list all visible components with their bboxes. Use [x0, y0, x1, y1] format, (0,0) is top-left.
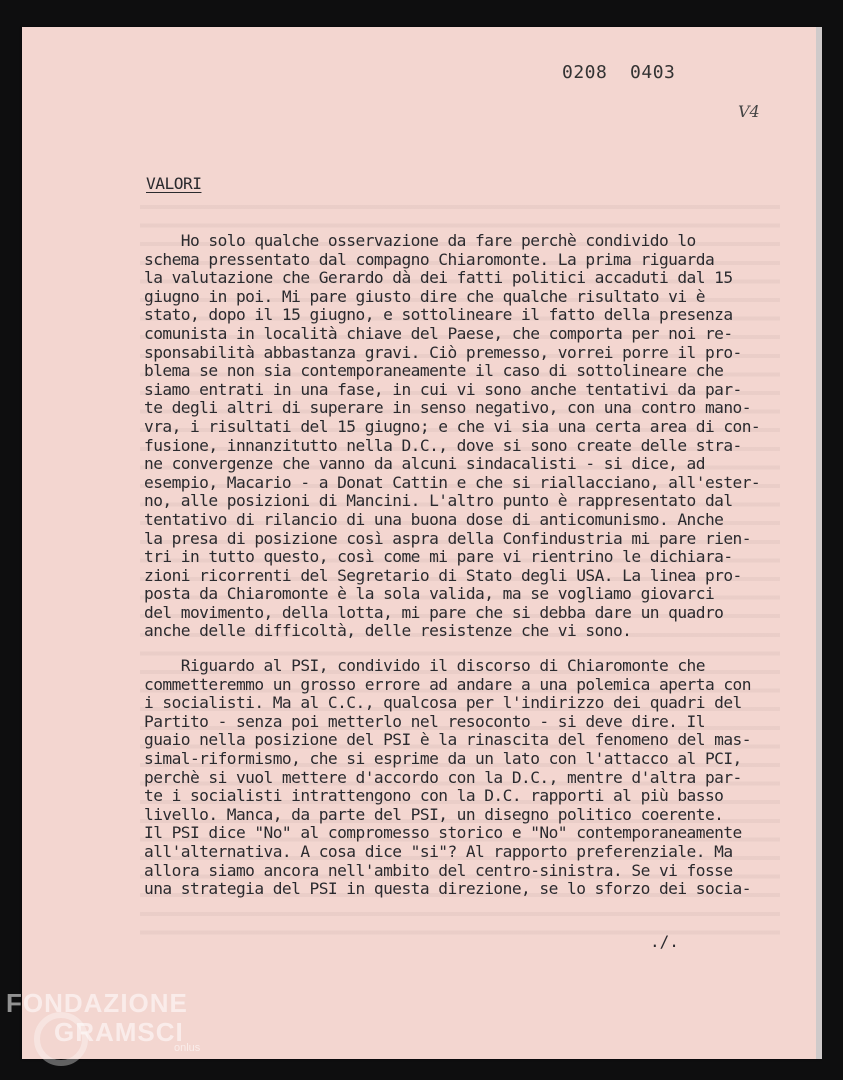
watermark: [6, 988, 200, 1054]
archive-number: 0208 0403: [562, 62, 676, 83]
watermark-line-3: onlus: [174, 1042, 201, 1054]
handwritten-page-mark: V4: [738, 102, 760, 121]
continuation-mark: ./.: [650, 932, 679, 951]
paragraph-1: Ho solo qualche osservazione da fare perchè condivido lo schema pressentato dal compagno Chiaromonte. La prima riguarda la valutazione che Gerardo dà dei fatti politici accaduti dal 15 giugno in poi. Mi pare giusto dire che qualche risultato vi è stato, dopo il 15 giugno, e sottolineare il fatto della presenza comunista in località chiave del Paese, che comporta per noi re- sponsabilità abbastanza gravi. Ciò premesso, vorrei porre il pro- blema se non sia contemporaneamente il caso di sottolineare che siamo entrati in una fase, in cui vi sono anche tentativi da par- te degli altri di superare in senso negativo, con una contro mano- vra, i risultati del 15 giugno; e che vi sia una certa area di con- fusione, innanzitutto nella D.C., dove si sono create delle stra- ne convergenze che vanno da alcuni sindacalisti - si dice, ad esempio, Macario - a Donat Cattin e che si riallacciano, all'ester- no, alle posizioni di Mancini. L'altro punto è rappresentato dal tentativo di rilancio di una buona dose di anticomunismo. Anche la presa di posizione così aspra della Confindustria mi pare rien- tri in tutto questo, così come mi pare vi rientrino le dichiara- zioni ricorrenti del Segretario di Stato degli USA. La linea pro- posta da Chiaromonte è la sola valida, ma se vogliamo giovarci del movimento, della lotta, mi pare che si debba dare un quadro anche delle difficoltà, delle resistenze che vi sono.: [144, 231, 761, 641]
paragraph-2: Riguardo al PSI, condivido il discorso di Chiaromonte che commetteremmo un grosso errore ad andare a una polemica aperta con i socialisti. Ma al C.C., qualcosa per l'indirizzo dei quadri del Partito - senza poi metterlo nel resoconto - si deve dire. Il guaio nella posizione del PSI è la rinascita del fenomeno del mas- simal-riformismo, che si esprime da un lato con l'attacco al PCI, perchè si vuol mettere d'accordo con la D.C., mentre d'altra par- te i socialisti intrattengono con la D.C. rapporti al più basso livello. Manca, da parte del PSI, un disegno politico coerente. Il PSI dice "No" al compromesso storico e "No" contemporaneamente all'alternativa. A cosa dice "si"? Al rapporto preferenziale. Ma allora siamo ancora nell'ambito del centro-sinistra. Se vi fosse una strategia del PSI in questa direzione, se lo sforzo dei socia-: [144, 656, 751, 899]
page-edge: [816, 27, 822, 1059]
watermark-line-2: GRAMSCI: [54, 1017, 184, 1047]
speaker-heading: VALORI: [146, 174, 202, 193]
watermark-line-1: FONDAZIONE: [6, 988, 188, 1018]
